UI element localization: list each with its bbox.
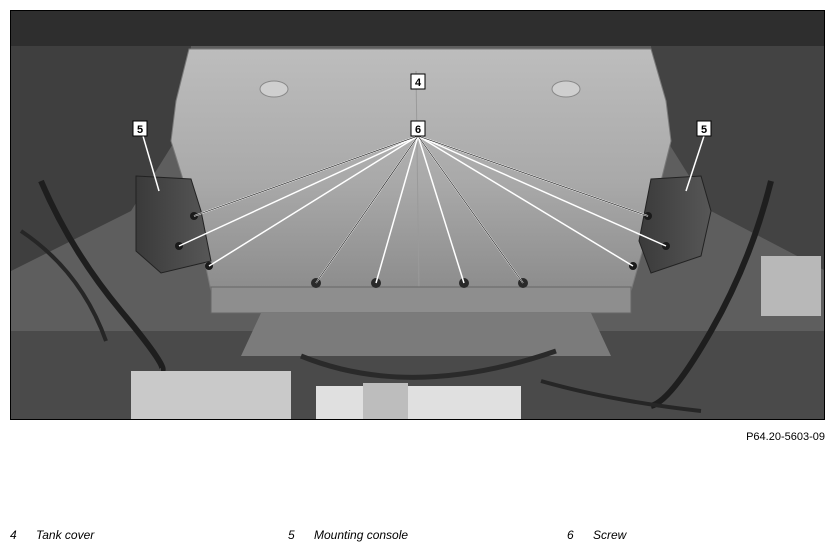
legend-item-mounting-console (288, 528, 408, 542)
legend-item-screw (567, 528, 626, 542)
battery-block-center (316, 386, 521, 420)
tank-boss-right (552, 81, 580, 97)
legend (0, 528, 837, 546)
callout-4 (411, 74, 425, 89)
legend-label: Screw (593, 528, 627, 542)
callout-6-label: 6 (414, 124, 422, 136)
lower-panel (241, 313, 611, 356)
callout-6 (411, 121, 425, 136)
legend-label: Tank cover (36, 528, 95, 542)
cross-member (211, 287, 631, 313)
figure-reference: P64.20-5603-09 (746, 431, 825, 443)
callout-5-right (697, 121, 711, 136)
tank-boss-left (260, 81, 288, 97)
callout-5-left-label: 5 (136, 124, 144, 136)
photo-figure (10, 10, 825, 420)
battery-block-left (131, 371, 291, 420)
engine-bay-photo (11, 11, 825, 420)
hood-edge (11, 11, 825, 46)
callout-5-left (133, 121, 147, 136)
legend-number: 5 (288, 528, 295, 542)
legend-item-tank-cover (10, 528, 94, 542)
battery-terminal (363, 383, 408, 420)
callout-5-right-label: 5 (700, 124, 708, 136)
legend-number: 6 (567, 528, 574, 542)
legend-label: Mounting console (314, 528, 409, 542)
legend-number: 4 (10, 528, 17, 542)
callout-4-label: 4 (414, 77, 422, 89)
right-label-plate (761, 256, 821, 316)
